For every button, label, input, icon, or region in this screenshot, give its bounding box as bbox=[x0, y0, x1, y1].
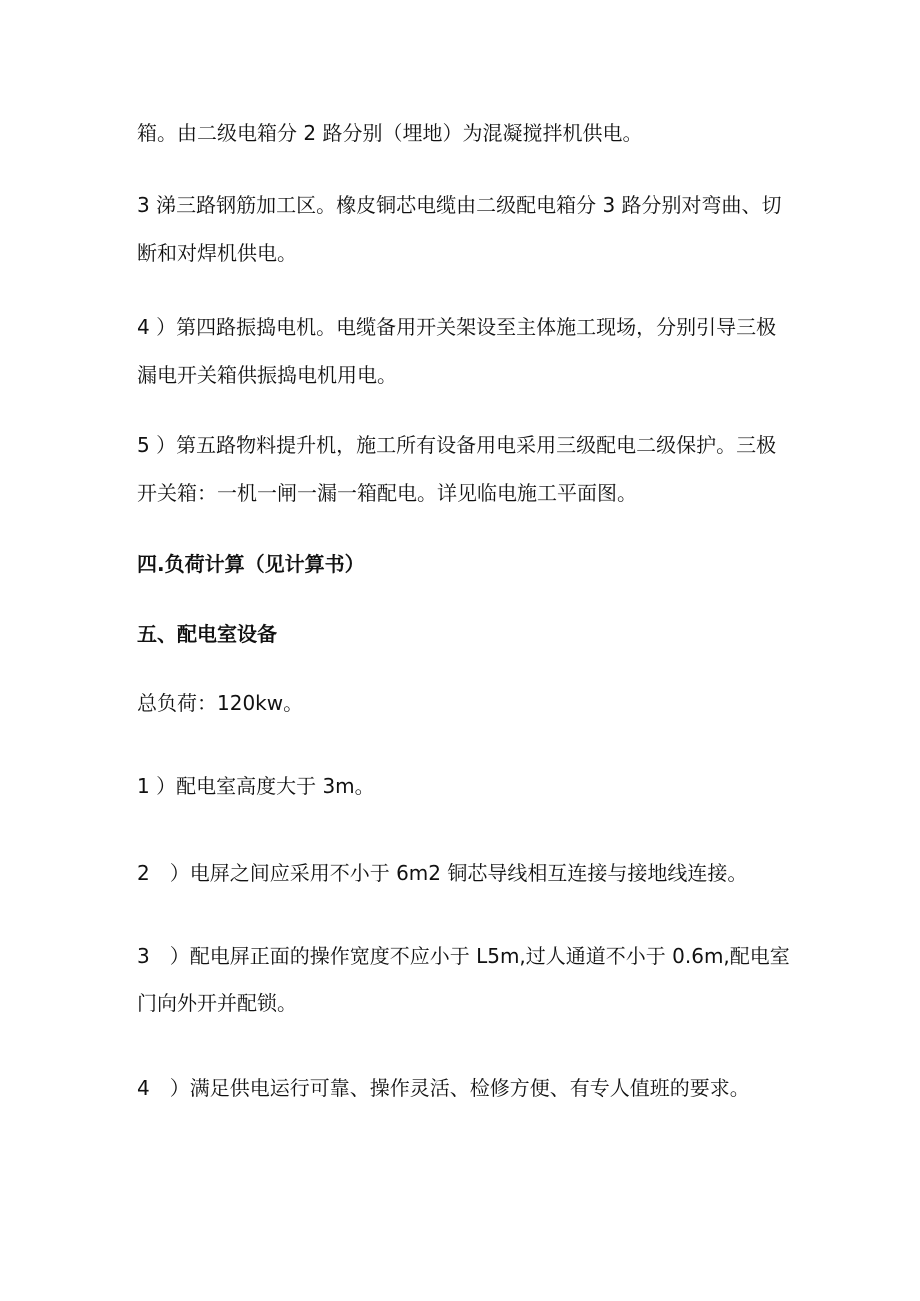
paragraph-line: 开关箱：一机一闸一漏一箱配电。详见临电施工平面图。 bbox=[137, 481, 637, 505]
paragraph-line: 3 ）配电屏正面的操作宽度不应小于 L5m,过人通道不小于 0.6m,配电室 bbox=[137, 944, 790, 968]
paragraph-line: 断和对焊机供电。 bbox=[137, 241, 297, 265]
paragraph-line: 5 ）第五路物料提升机，施工所有设备用电采用三级配电二级保护。三极 bbox=[137, 433, 777, 457]
section-heading: 四.负荷计算（见计算书） bbox=[137, 552, 365, 576]
section-heading: 五、配电室设备 bbox=[137, 622, 277, 646]
paragraph-line: 3 涕三路钢筋加工区。橡皮铜芯电缆由二级配电箱分 3 路分别对弯曲、切 bbox=[137, 193, 782, 217]
paragraph-line: 箱。由二级电箱分 2 路分别（埋地）为混凝搅拌机供电。 bbox=[137, 121, 643, 145]
paragraph-line: 4 ）满足供电运行可靠、操作灵活、检修方便、有专人值班的要求。 bbox=[137, 1076, 750, 1100]
paragraph-line: 总负荷：120kw。 bbox=[137, 691, 304, 715]
paragraph-line: 门向外开并配锁。 bbox=[137, 991, 297, 1015]
paragraph-line: 2 ）电屏之间应采用不小于 6m2 铜芯导线相互连接与接地线连接。 bbox=[137, 861, 748, 885]
paragraph-line: 1 ）配电室高度大于 3m。 bbox=[137, 774, 375, 798]
paragraph-line: 漏电开关箱供振捣电机用电。 bbox=[137, 363, 397, 387]
paragraph-line: 4 ）第四路振捣电机。电缆备用开关架设至主体施工现场，分别引导三极 bbox=[137, 315, 777, 339]
